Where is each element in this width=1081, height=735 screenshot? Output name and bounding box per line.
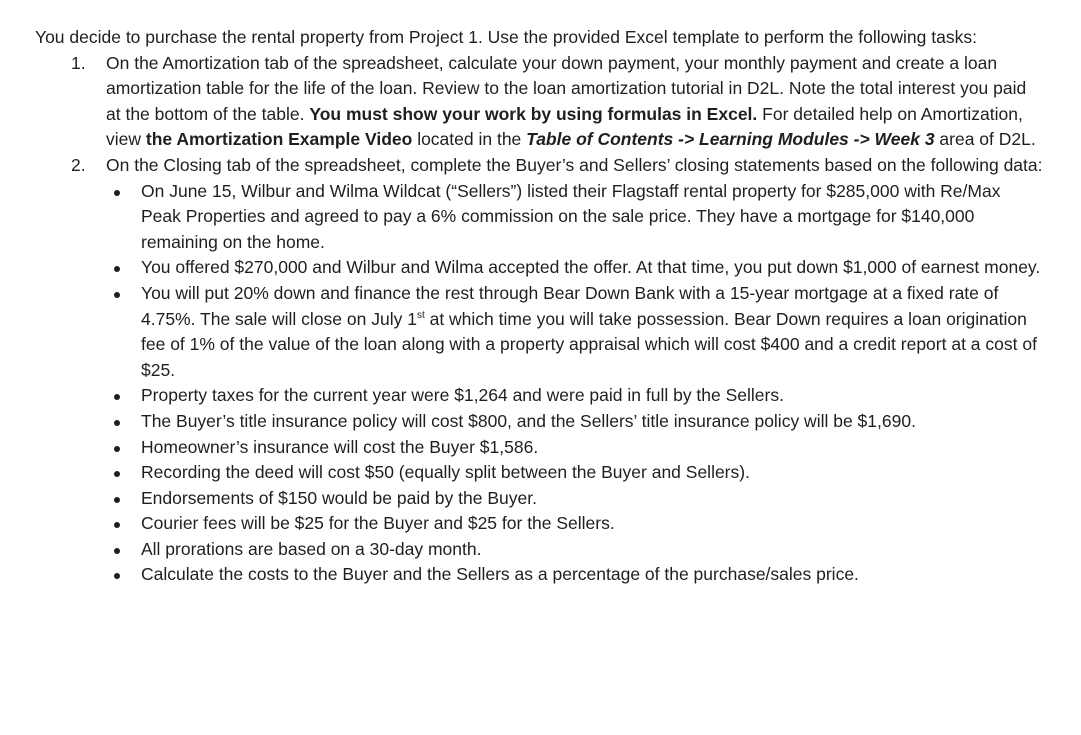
task-text-segment: area of D2L. bbox=[934, 129, 1036, 150]
list-item-text: You offered $270,000 and Wilbur and Wilma accepted the offer. At that time, you put down $1,000 of earnest money. bbox=[141, 257, 1041, 278]
bullet-icon bbox=[114, 573, 120, 579]
list-item-text: Homeowner’s insurance will cost the Buyer $1,586. bbox=[141, 436, 539, 457]
task-list bbox=[35, 51, 1045, 588]
closing-data-list bbox=[106, 179, 1045, 589]
list-item bbox=[106, 486, 1045, 512]
task-item-closing bbox=[35, 153, 1045, 588]
list-item bbox=[106, 511, 1045, 537]
intro-paragraph: You decide to purchase the rental property from Project 1. Use the provided Excel template to perform the following tasks: bbox=[35, 27, 977, 47]
bullet-icon bbox=[114, 292, 120, 298]
bold-video-reference: the Amortization Example Video bbox=[145, 129, 413, 150]
list-item-text: Recording the deed will cost $50 (equally split between the Buyer and Sellers). bbox=[141, 462, 750, 483]
task-text-segment: located in the bbox=[412, 129, 527, 150]
bullet-icon bbox=[114, 190, 120, 196]
task-number: 2. bbox=[71, 154, 86, 175]
list-item-text: On June 15, Wilbur and Wilma Wildcat (“Sellers”) listed their Flagstaff rental property for $285,000 with Re/Max Peak Properties and agreed to pay a 6% commission on the sale price. They have a mortgage for $140,000 remaining on the home. bbox=[141, 180, 1001, 252]
list-item-text: Property taxes for the current year were $1,264 and were paid in full by the Sellers. bbox=[141, 385, 784, 406]
bullet-icon bbox=[114, 446, 120, 452]
bold-italic-location: Table of Contents -> Learning Modules -> Week 3 bbox=[526, 129, 935, 150]
list-item-text: Endorsements of $150 would be paid by the Buyer. bbox=[141, 487, 537, 508]
list-item bbox=[106, 179, 1045, 256]
list-item-text: The Buyer’s title insurance policy will cost $800, and the Sellers’ title insurance policy will be $1,690. bbox=[141, 410, 916, 431]
bullet-icon bbox=[114, 420, 120, 426]
task-text bbox=[106, 53, 1036, 150]
bullet-icon bbox=[114, 497, 120, 503]
bullet-icon bbox=[114, 548, 120, 554]
ordinal-superscript: st bbox=[416, 309, 425, 321]
list-item-text bbox=[141, 283, 1037, 380]
bullet-icon bbox=[114, 266, 120, 272]
list-item bbox=[106, 409, 1045, 435]
bold-instruction: You must show your work by using formulas in Excel. bbox=[309, 103, 758, 124]
list-item-text: All prorations are based on a 30-day month. bbox=[141, 538, 482, 559]
bullet-icon bbox=[114, 394, 120, 400]
bullet-icon bbox=[114, 522, 120, 528]
task-text-segment: For detailed help on Amortization, view bbox=[106, 103, 1023, 150]
task-text-segment: On the Amortization tab of the spreadsheet, calculate your down payment, your monthly payment and create a loan amortization table for the life of the loan. Review to the loan amortization tutorial in D2L. Note the total interest you paid at the bottom of the table. bbox=[106, 52, 1027, 124]
task-item-amortization bbox=[35, 51, 1045, 153]
task-text: On the Closing tab of the spreadsheet, complete the Buyer’s and Sellers’ closing statements based on the following data: bbox=[106, 154, 1043, 175]
list-item bbox=[106, 435, 1045, 461]
list-item-text: Calculate the costs to the Buyer and the Sellers as a percentage of the purchase/sales price. bbox=[141, 564, 859, 585]
list-item bbox=[106, 255, 1045, 281]
list-item-text-segment: You will put 20% down and finance the rest through Bear Down Bank with a 15-year mortgage at a fixed rate of 4.75%. The sale will close on July 1 bbox=[141, 282, 999, 329]
list-item bbox=[106, 281, 1045, 383]
list-item-text-segment: at which time you will take possession. Bear Down requires a loan origination fee of 1% of the value of the loan along with a property appraisal which will cost $400 and a credit report at a cost of $25. bbox=[141, 308, 1037, 380]
assignment-document bbox=[35, 25, 1045, 588]
task-number: 1. bbox=[71, 52, 86, 73]
list-item bbox=[106, 537, 1045, 563]
list-item bbox=[106, 460, 1045, 486]
list-item bbox=[106, 562, 1045, 588]
list-item bbox=[106, 383, 1045, 409]
bullet-icon bbox=[114, 471, 120, 477]
list-item-text: Courier fees will be $25 for the Buyer and $25 for the Sellers. bbox=[141, 513, 615, 534]
